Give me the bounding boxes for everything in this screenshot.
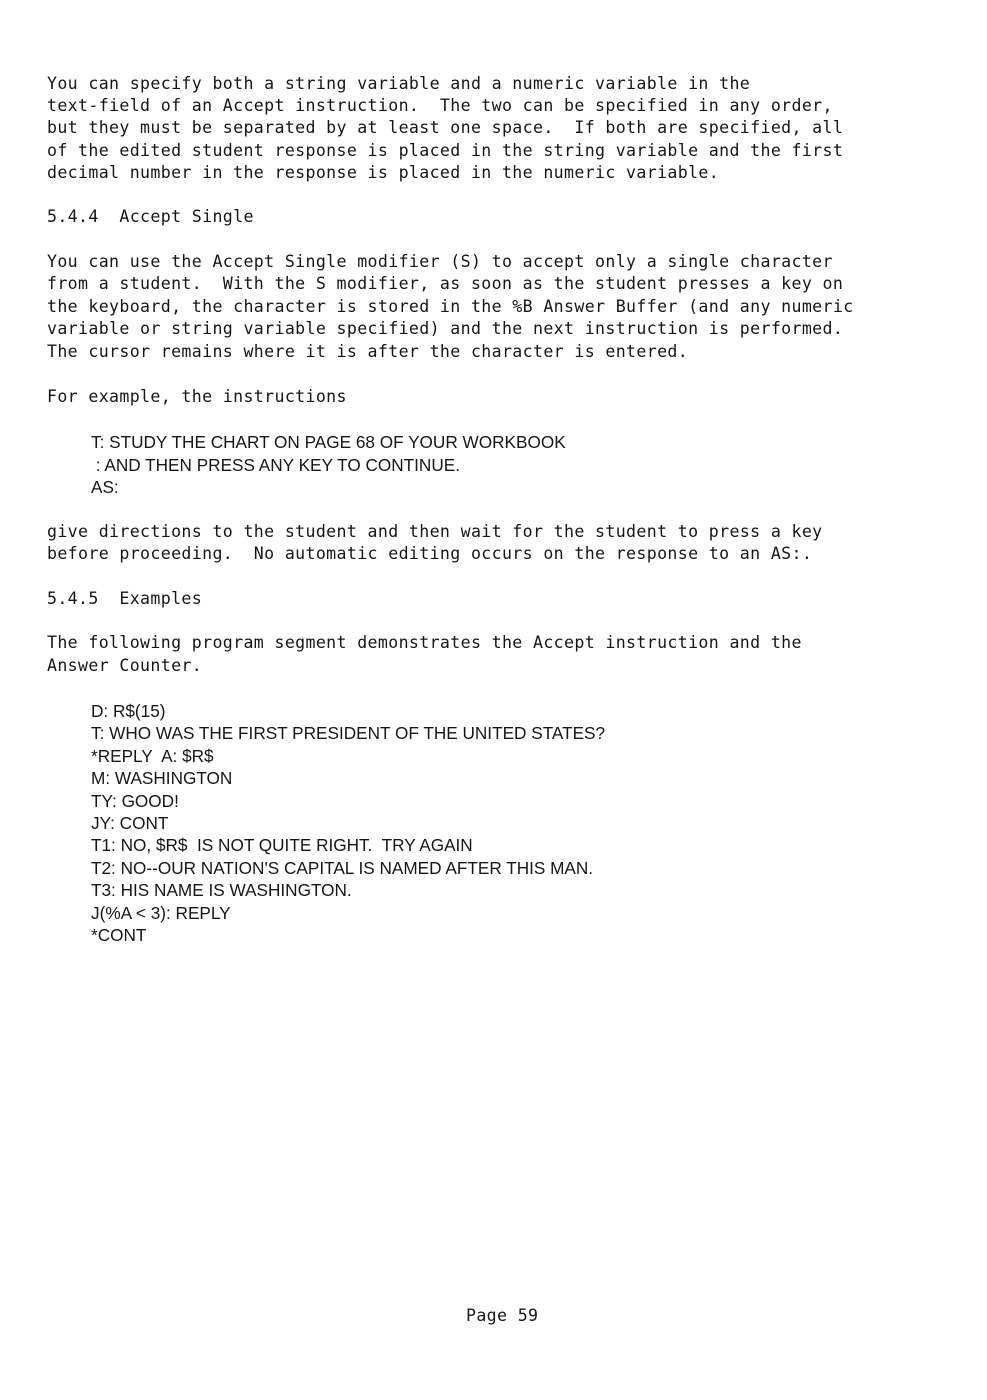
code-line: T2: NO--OUR NATION'S CAPITAL IS NAMED AFTER THIS MAN.: [91, 858, 594, 878]
code-line: AS:: [91, 477, 119, 497]
code-line: *REPLY A: $R$: [91, 746, 214, 766]
code-line: T1: NO, $R$ IS NOT QUITE RIGHT. TRY AGAIN: [91, 835, 473, 855]
example-intro: For example, the instructions: [47, 387, 347, 406]
accept-single-paragraph-line: the keyboard, the character is stored in the %B Answer Buffer (and any numeric: [47, 297, 854, 316]
code-line: T: WHO WAS THE FIRST PRESIDENT OF THE UNITED STATES?: [91, 723, 606, 743]
accept-single-after-line: before proceeding. No automatic editing occurs on the response to an AS:.: [47, 544, 813, 563]
code-line: M: WASHINGTON: [91, 768, 233, 788]
code-line: D: R$(15): [91, 701, 166, 721]
intro-line: of the edited student response is placed in the string variable and the first: [47, 141, 844, 160]
accept-single-paragraph-line: variable or string variable specified) and the next instruction is performed.: [47, 319, 844, 338]
accept-single-paragraph-line: from a student. With the S modifier, as soon as the student presses a key on: [47, 274, 844, 293]
page-number: Page 59: [466, 1306, 539, 1325]
accept-single-paragraph-line: The cursor remains where it is after the character is entered.: [47, 342, 689, 361]
intro-line: text-field of an Accept instruction. The two can be specified in any order,: [47, 96, 833, 115]
accept-single-paragraph-line: You can use the Accept Single modifier (S) to accept only a single character: [47, 252, 833, 271]
code-line: *CONT: [91, 925, 147, 945]
accept-single-after-line: give directions to the student and then wait for the student to press a key: [47, 522, 823, 541]
code-line: TY: GOOD!: [91, 791, 179, 811]
section-heading-accept-single: 5.4.4 Accept Single: [47, 207, 254, 226]
code-line: : AND THEN PRESS ANY KEY TO CONTINUE.: [91, 455, 460, 475]
intro-line: decimal number in the response is placed in the numeric variable.: [47, 163, 720, 182]
code-line: T3: HIS NAME IS WASHINGTON.: [91, 880, 352, 900]
examples-paragraph-line: The following program segment demonstrates the Accept instruction and the: [47, 633, 802, 652]
intro-line: You can specify both a string variable and a numeric variable in the: [47, 74, 751, 93]
examples-paragraph-line: Answer Counter.: [47, 656, 203, 675]
section-heading-examples: 5.4.5 Examples: [47, 589, 203, 608]
code-line: T: STUDY THE CHART ON PAGE 68 OF YOUR WORKBOOK: [91, 432, 566, 452]
code-line: J(%A < 3): REPLY: [91, 903, 231, 923]
code-line: JY: CONT: [91, 813, 169, 833]
intro-line: but they must be separated by at least one space. If both are specified, all: [47, 118, 844, 137]
